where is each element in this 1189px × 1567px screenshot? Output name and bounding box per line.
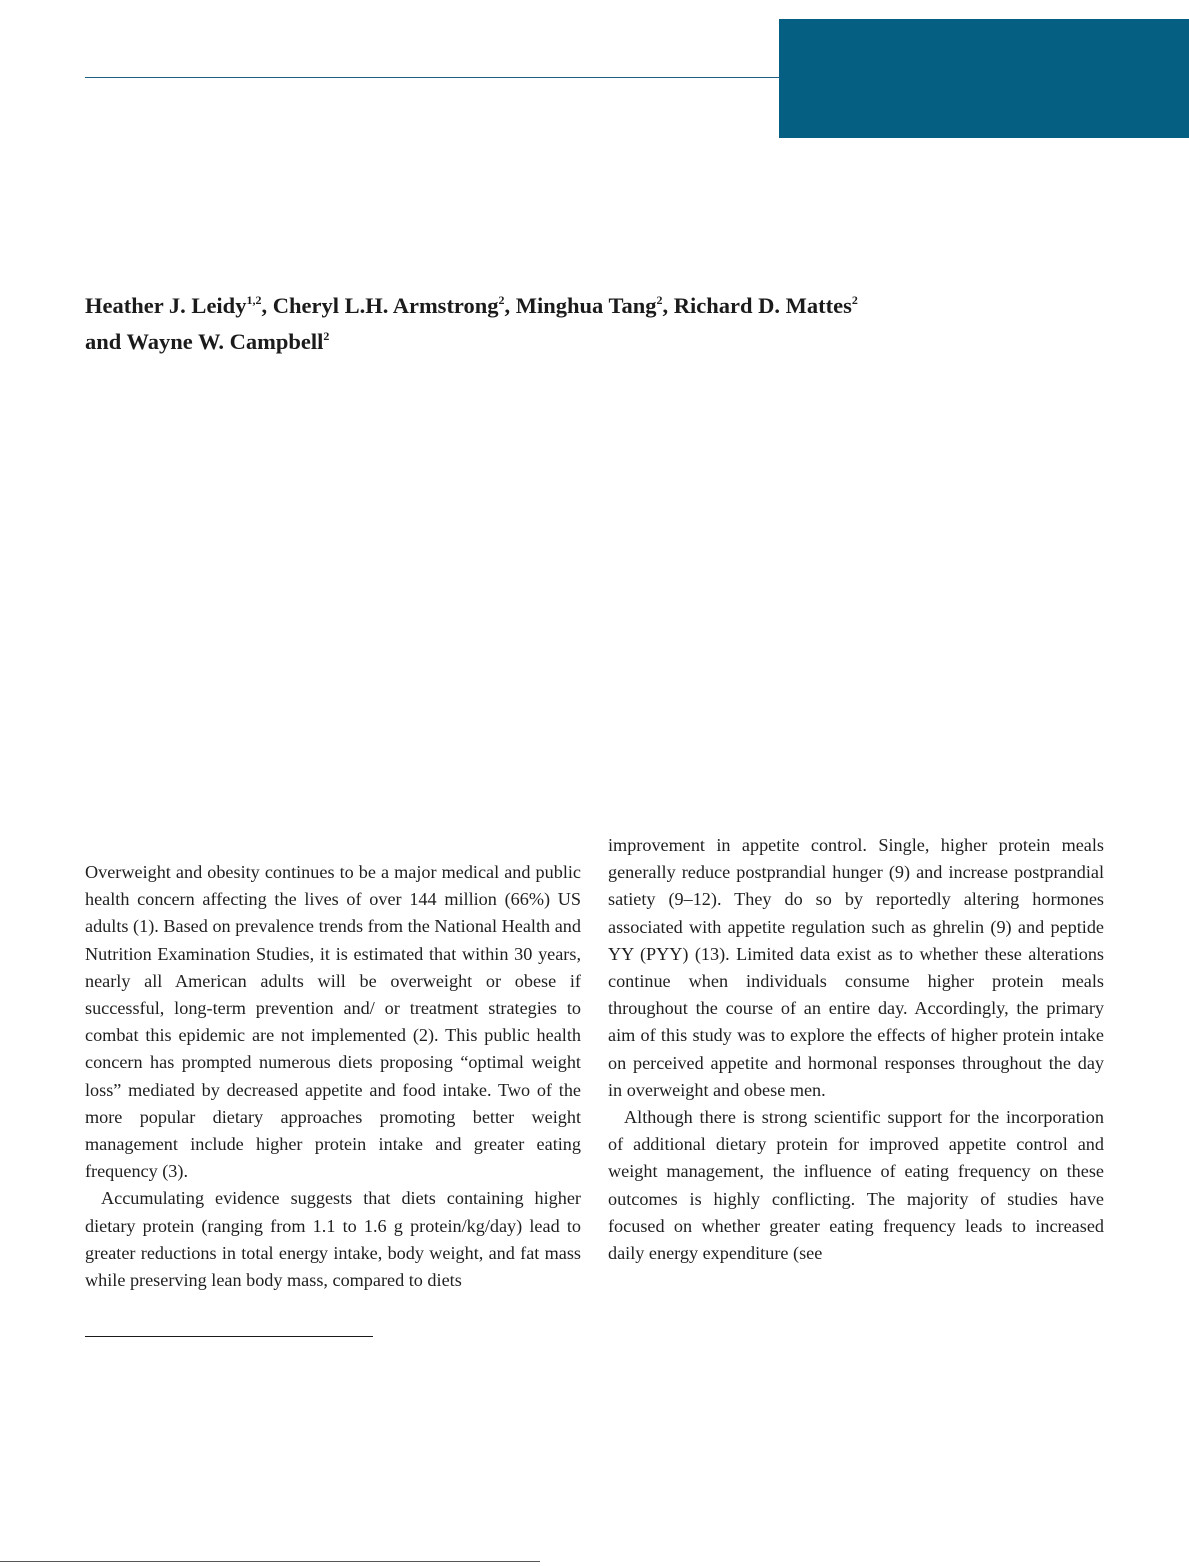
author-name: Heather J. Leidy — [85, 293, 247, 318]
page-bottom-rule — [0, 1561, 540, 1562]
body-paragraph: Although there is strong scientific support for the incorporation of additional dietary protein for improved appetite control and weight management, the influence of eating frequency on these outcomes is highly conflicting. The majority of studies have focused on whether greater eating frequency leads to increased daily energy expenditure (see — [608, 1107, 1104, 1264]
author-line-1: Heather J. Leidy$^{1,2}$, Cheryl L.H. Armstrong$^2$, Minghua Tang$^2$, Richard D. Mattes$^2$ — [85, 293, 858, 318]
author-name: Minghua Tang — [515, 293, 657, 318]
body-column-right — [608, 832, 1104, 1267]
author-list — [85, 288, 1085, 360]
author-affiliation: 2 — [498, 293, 505, 307]
author-name: and Wayne W. Campbell — [85, 329, 324, 354]
header-rule — [85, 77, 780, 78]
author-name: Richard D. Mattes — [673, 293, 852, 318]
body-paragraph: Accumulating evidence suggests that diets containing higher dietary protein (ranging from 1.1 to 1.6 g protein/kg/day) lead to greater reductions in total energy intake, body weight, and fat mass while preserving lean body mass, compared to diets — [85, 1188, 581, 1291]
body-paragraph: improvement in appetite control. Single, higher protein meals generally reduce postprandial hunger (9) and increase postprandial satiety (9–12). They do so by reportedly altering hormones associated with appetite regulation such as ghrelin (9) and peptide YY (PYY) (13). Limited data exist as to whether these alterations continue when individuals consume higher protein meals throughout the course of an entire day. Accordingly, the primary aim of this study was to explore the effects of higher protein intake on perceived appetite and hormonal responses throughout the day in overweight and obese men. — [608, 835, 1104, 1100]
footnote-rule — [85, 1336, 373, 1337]
journal-header-block — [779, 19, 1189, 138]
author-affiliation: 1,2 — [246, 293, 262, 307]
author-name: Cheryl L.H. Armstrong — [272, 293, 499, 318]
body-paragraph: Overweight and obesity continues to be a major medical and public health concern affecting the lives of over 144 million (66%) US adults (1). Based on prevalence trends from the National Health and Nutrition Examination Studies, it is estimated that within 30 years, nearly all American adults will be overweight or obese if successful, long-term prevention and/ or treatment strategies to combat this epidemic are not implemented (2). This public health concern has prompted numerous diets proposing “optimal weight loss” mediated by decreased appetite and food intake. Two of the more popular dietary approaches promoting better weight management include higher protein intake and greater eating frequency (3). — [85, 862, 581, 1182]
author-affiliation: 2 — [323, 329, 330, 343]
author-line-2 — [85, 329, 329, 354]
author-affiliation: 2 — [656, 293, 663, 307]
author-affiliation: 2 — [851, 293, 858, 307]
body-column-left — [85, 859, 581, 1294]
